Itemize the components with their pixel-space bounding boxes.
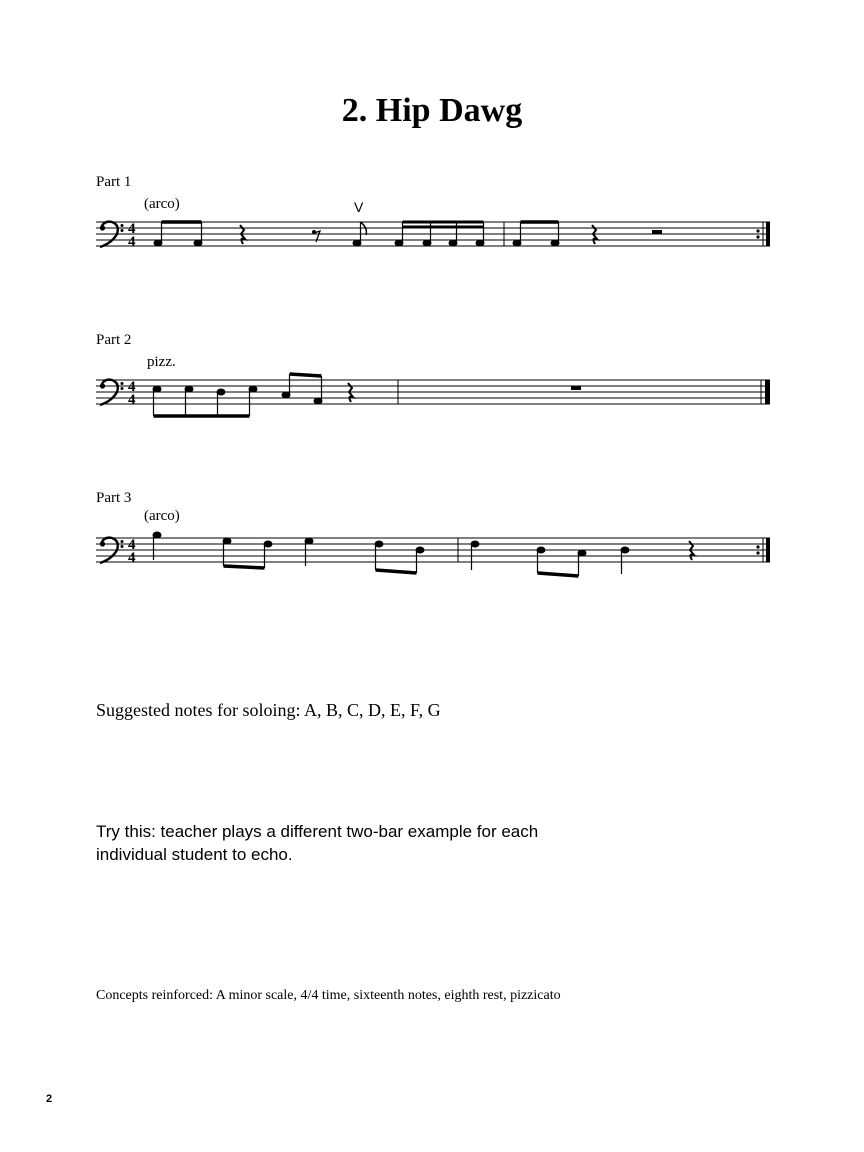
try-this-line-2: individual student to echo. — [96, 845, 293, 864]
try-this-line-1: Try this: teacher plays a different two-bar example for each — [96, 822, 539, 841]
svg-text:4: 4 — [128, 379, 136, 395]
svg-text:4: 4 — [128, 392, 136, 408]
svg-text:4: 4 — [128, 537, 136, 553]
quarter-note — [621, 547, 629, 574]
note-group — [375, 541, 424, 573]
svg-text:4: 4 — [128, 221, 136, 237]
note-group — [153, 386, 257, 416]
concepts-reinforced-text: Concepts reinforced: A minor scale, 4/4 time, sixteenth notes, eighth rest, pizzicato — [96, 988, 561, 1003]
half-rest — [652, 230, 662, 234]
staff-lines — [96, 380, 770, 404]
up-bow-mark: V — [354, 199, 364, 215]
svg-text:4: 4 — [128, 550, 136, 566]
staff-lines — [96, 538, 770, 562]
part-1-staff — [0, 200, 864, 280]
piece-title: 2. Hip Dawg — [341, 92, 523, 129]
time-signature — [128, 221, 136, 250]
part-1-label: Part 1 — [96, 174, 132, 190]
note-group — [223, 538, 272, 568]
page-number: 2 — [46, 1093, 53, 1105]
part-2-label: Part 2 — [96, 332, 132, 348]
part-3-direction: (arco) — [144, 508, 180, 524]
part-3-label: Part 3 — [96, 490, 132, 506]
part-2-direction: pizz. — [147, 354, 176, 370]
part-1-direction: (arco) — [144, 196, 180, 212]
part-3-staff — [0, 516, 864, 596]
try-this-text — [96, 820, 616, 866]
time-signature — [128, 537, 136, 566]
suggested-notes-text: Suggested notes for soloing: A, B, C, D, E, F, G — [96, 700, 441, 720]
time-signature — [128, 379, 136, 408]
note-group — [282, 374, 322, 404]
part-2-staff — [0, 360, 864, 440]
whole-rest — [571, 386, 581, 390]
svg-text:4: 4 — [128, 234, 136, 250]
